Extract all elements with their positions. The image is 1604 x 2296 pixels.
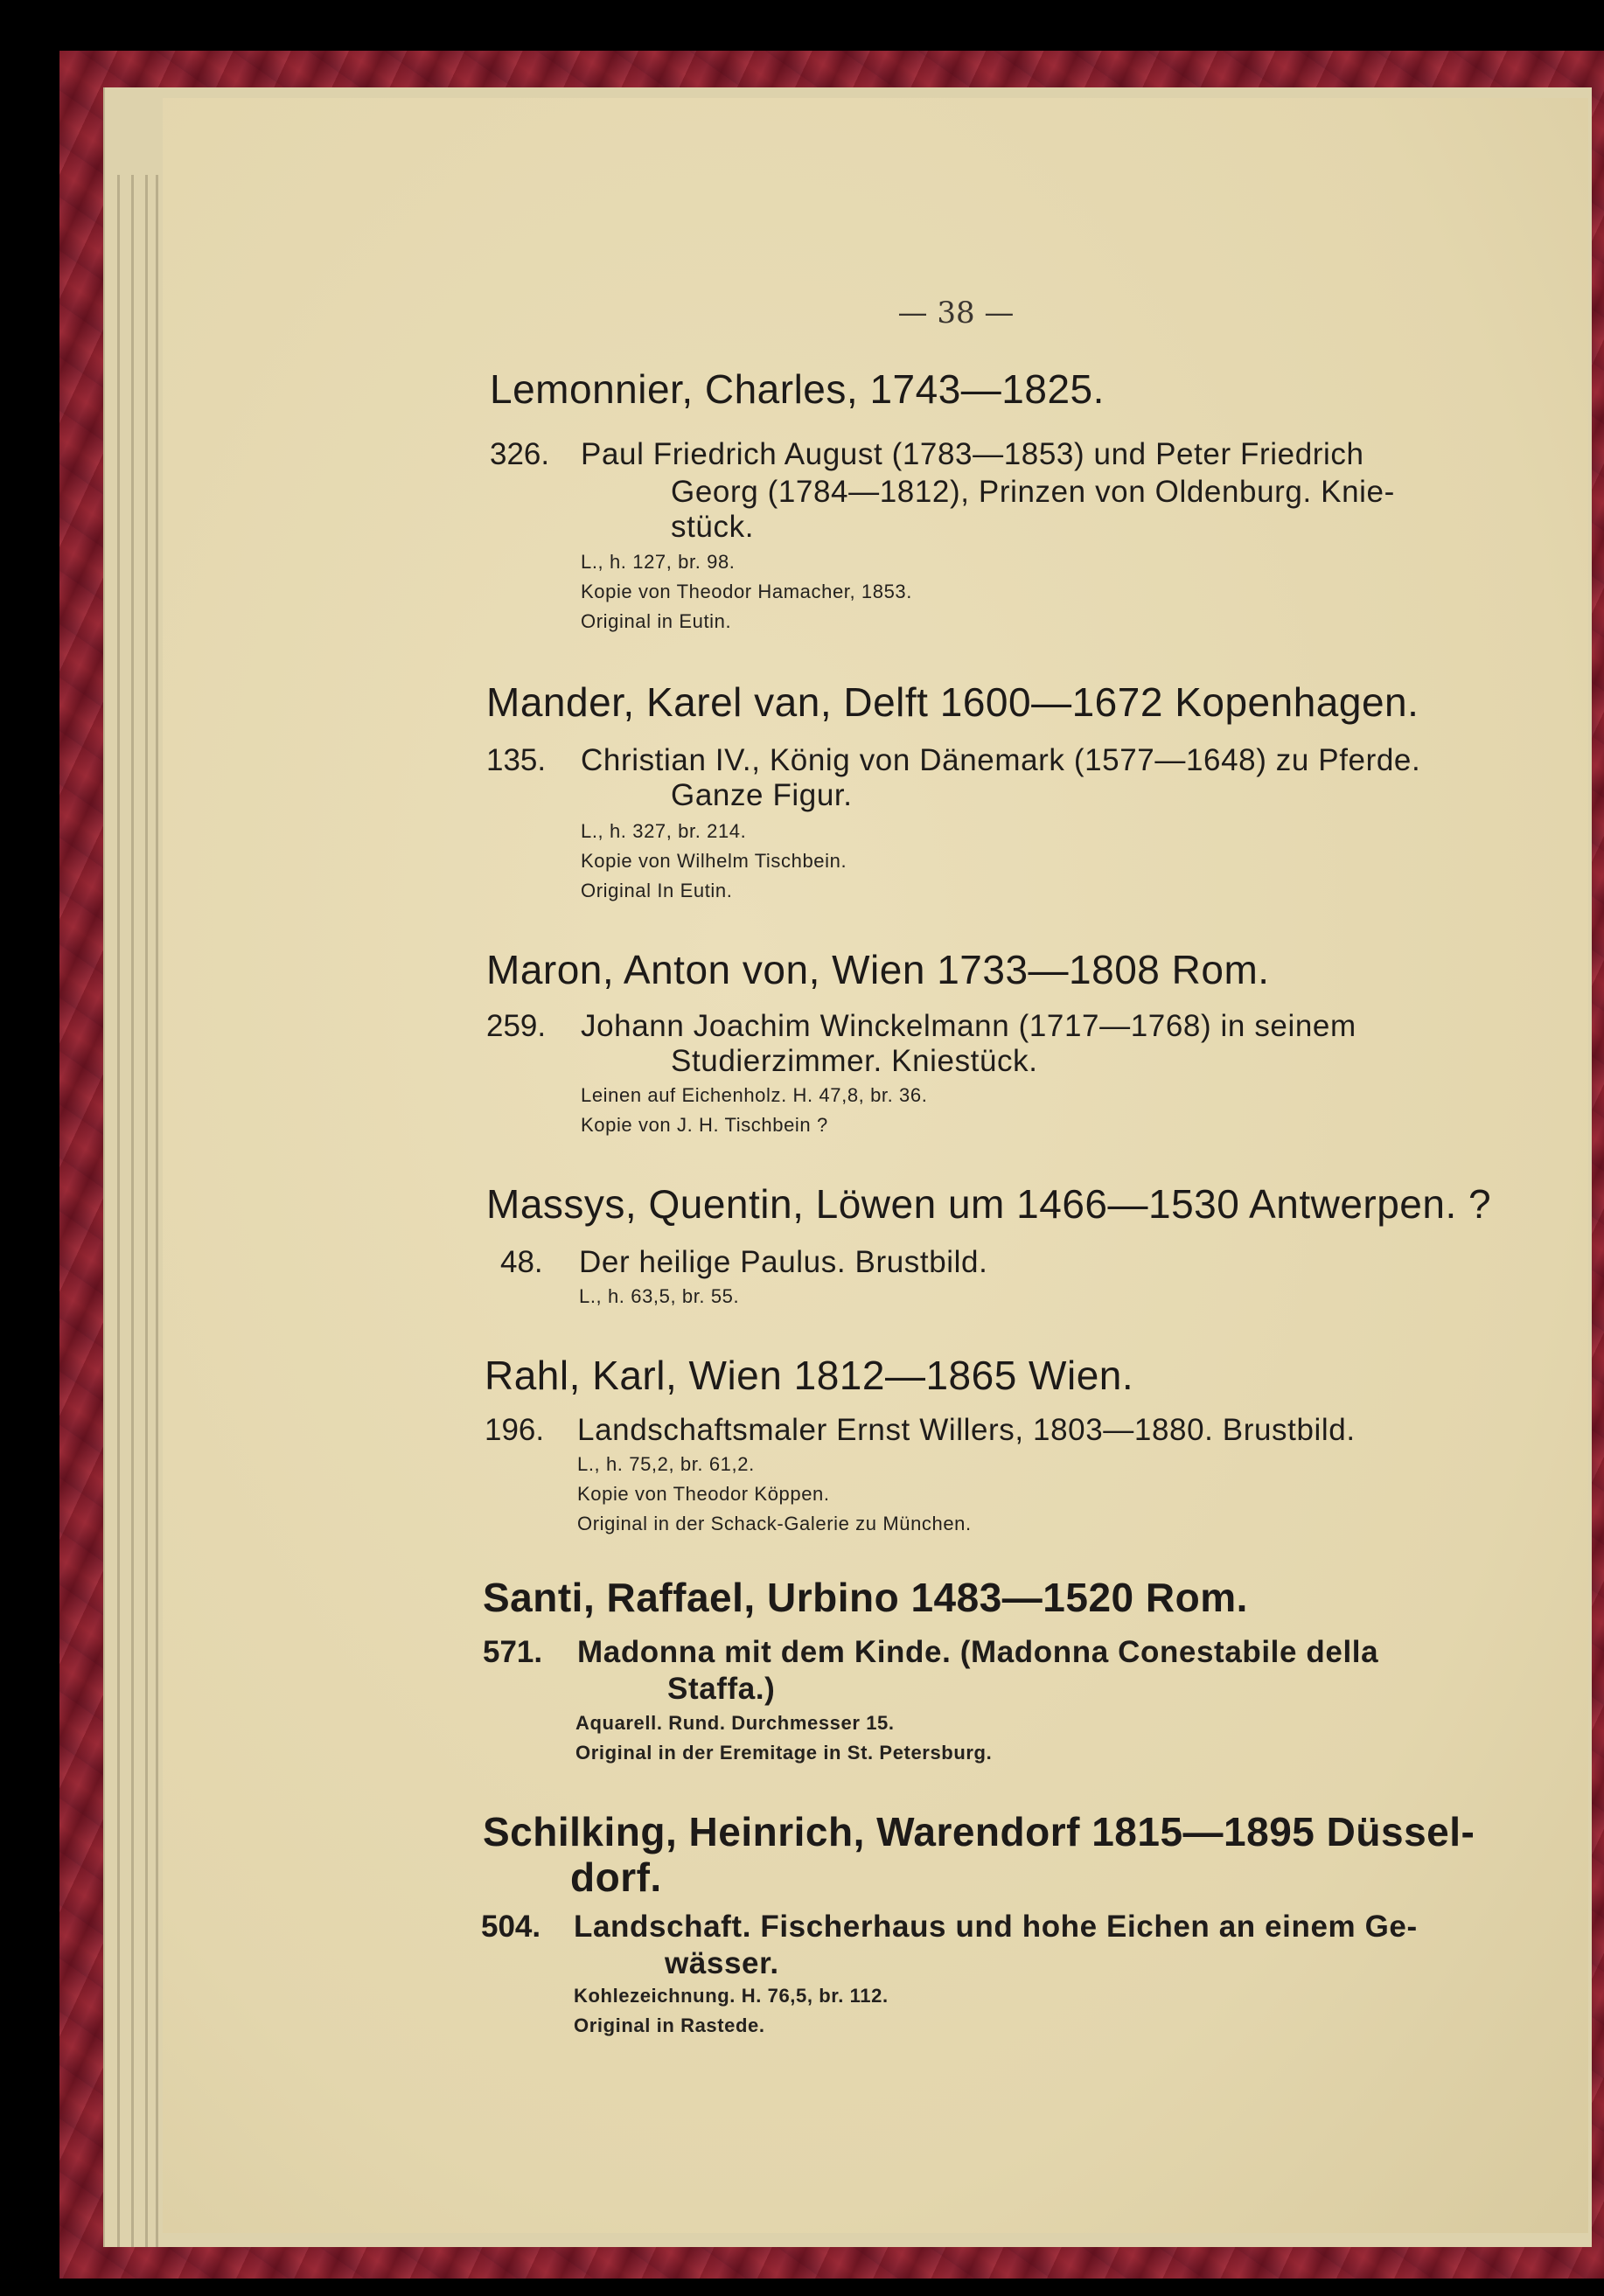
- page-edge: [131, 175, 134, 2247]
- artwork-title: Studierzimmer. Kniestück.: [671, 1044, 1038, 1078]
- page-number: — 38 —: [897, 296, 1015, 330]
- artwork-title: Paul Friedrich August (1783—1853) und Peter Friedrich: [581, 437, 1364, 471]
- artwork-detail: L., h. 127, br. 98.: [581, 551, 736, 573]
- artwork-title: Staffa.): [667, 1672, 776, 1706]
- artwork-detail: L., h. 75,2, br. 61,2.: [577, 1453, 755, 1475]
- catalog-number: 259.: [486, 1009, 547, 1043]
- artwork-detail: Kopie von Theodor Köppen.: [577, 1483, 830, 1505]
- artwork-detail: Original in Eutin.: [581, 610, 732, 632]
- artwork-detail: Leinen auf Eichenholz. H. 47,8, br. 36.: [581, 1084, 928, 1106]
- page-edge: [117, 175, 120, 2247]
- artwork-title: Ganze Figur.: [671, 778, 853, 812]
- artwork-detail: Original in der Eremitage in St. Petersburg.: [575, 1742, 993, 1764]
- artwork-detail: L., h. 327, br. 214.: [581, 820, 747, 842]
- artwork-detail: Original in Rastede.: [574, 2014, 765, 2036]
- artwork-title: Christian IV., König von Dänemark (1577—1648) zu Pferde.: [581, 743, 1421, 777]
- artwork-detail: Aquarell. Rund. Durchmesser 15.: [575, 1712, 895, 1734]
- artwork-detail: Kopie von Theodor Hamacher, 1853.: [581, 581, 912, 602]
- artwork-detail: Original In Eutin.: [581, 880, 733, 901]
- catalog-number: 135.: [486, 743, 547, 777]
- artwork-title: Der heilige Paulus. Brustbild.: [579, 1245, 988, 1279]
- artist-heading: Schilking, Heinrich, Warendorf 1815—1895 Düssel-: [483, 1809, 1475, 1854]
- catalog-number: 196.: [485, 1413, 545, 1447]
- artwork-title: stück.: [671, 510, 755, 544]
- artist-heading: Mander, Karel van, Delft 1600—1672 Kopenhagen.: [486, 679, 1419, 725]
- artwork-detail: Kohlezeichnung. H. 76,5, br. 112.: [574, 1985, 889, 2007]
- catalog-number: 326.: [490, 437, 550, 471]
- artist-heading: Massys, Quentin, Löwen um 1466—1530 Antwerpen. ?: [486, 1181, 1492, 1227]
- artist-heading: Maron, Anton von, Wien 1733—1808 Rom.: [486, 947, 1270, 992]
- artist-heading: Lemonnier, Charles, 1743—1825.: [490, 366, 1105, 412]
- artwork-title: Johann Joachim Winckelmann (1717—1768) in seinem: [581, 1009, 1356, 1043]
- artist-heading: Santi, Raffael, Urbino 1483—1520 Rom.: [483, 1575, 1248, 1620]
- artwork-title: wässer.: [665, 1946, 779, 1980]
- page-edge: [156, 175, 158, 2247]
- page-edge: [145, 175, 148, 2247]
- artwork-detail: Original in der Schack-Galerie zu München.: [577, 1513, 972, 1534]
- catalog-number: 504.: [481, 1910, 541, 1944]
- artwork-title: Madonna mit dem Kinde. (Madonna Conestabile della: [577, 1635, 1379, 1669]
- catalog-number: 48.: [500, 1245, 543, 1279]
- artwork-detail: Kopie von J. H. Tischbein ?: [581, 1114, 828, 1136]
- artwork-detail: L., h. 63,5, br. 55.: [579, 1285, 740, 1307]
- artist-heading: Rahl, Karl, Wien 1812—1865 Wien.: [485, 1353, 1134, 1398]
- artwork-title: Landschaftsmaler Ernst Willers, 1803—1880. Brustbild.: [577, 1413, 1356, 1447]
- artwork-title: Georg (1784—1812), Prinzen von Oldenburg. Knie-: [671, 475, 1395, 509]
- artist-heading: dorf.: [570, 1854, 662, 1900]
- artwork-detail: Kopie von Wilhelm Tischbein.: [581, 850, 847, 872]
- artwork-title: Landschaft. Fischerhaus und hohe Eichen an einem Ge-: [574, 1910, 1418, 1944]
- catalog-number: 571.: [483, 1635, 543, 1669]
